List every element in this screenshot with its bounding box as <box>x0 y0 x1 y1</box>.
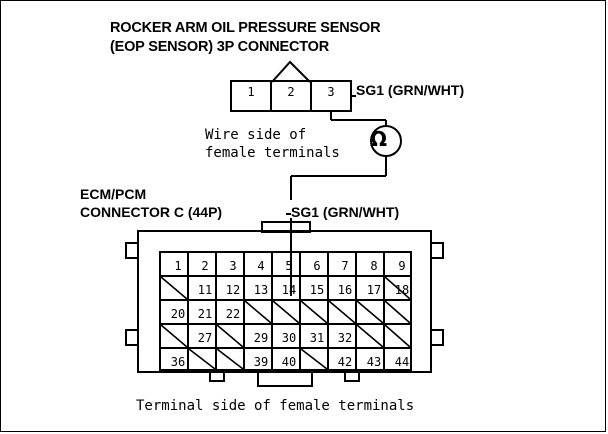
ecm-cell-r1c8: 8 <box>370 259 378 273</box>
ecm-cell-r5c9: 44 <box>394 355 410 369</box>
ecm-cell-r5c4: 39 <box>253 355 269 369</box>
ecm-cell-r1c5: 5 <box>285 259 293 273</box>
diagram-title-line-2: (EOP SENSOR) 3P CONNECTOR <box>110 39 329 55</box>
ecm-cell-r1c3: 3 <box>229 259 237 273</box>
ecm-cell-r1c7: 7 <box>341 259 349 273</box>
ecm-cell-r1c9: 9 <box>398 259 406 273</box>
ecm-cell-r1c4: 4 <box>257 259 265 273</box>
ecm-cell-r5c7: 42 <box>337 355 353 369</box>
ecm-cell-r1c2: 2 <box>201 259 209 273</box>
top-connector-terminal-1: 1 <box>247 85 255 99</box>
ecm-cell-r2c4: 13 <box>253 283 269 297</box>
ecm-signal-label: SG1 (GRN/WHT) <box>291 204 400 220</box>
top-connector-terminal-2: 2 <box>287 85 295 99</box>
ecm-cell-r2c2: 11 <box>197 283 213 297</box>
ecm-cell-r2c3: 12 <box>225 283 241 297</box>
ohmmeter-symbol: Ω <box>370 127 388 151</box>
ecm-cell-r2c7: 16 <box>337 283 353 297</box>
ecm-cell-r3c2: 21 <box>197 307 213 321</box>
diagram-title-line-1: ROCKER ARM OIL PRESSURE SENSOR <box>110 20 381 36</box>
ecm-label-line-1: ECM/PCM <box>80 186 147 202</box>
ecm-cell-r4c2: 27 <box>197 331 213 345</box>
ecm-label-line-2: CONNECTOR C (44P) <box>80 204 223 220</box>
ecm-cell-r4c6: 31 <box>309 331 325 345</box>
wire-side-note-line-1: Wire side of <box>205 127 307 143</box>
ecm-cell-r2c9: 18 <box>394 283 410 297</box>
ecm-cell-r5c5: 40 <box>281 355 297 369</box>
ecm-cell-r3c3: 22 <box>225 307 241 321</box>
ecm-cell-r2c6: 15 <box>309 283 325 297</box>
ecm-cell-r4c7: 32 <box>337 331 353 345</box>
ecm-cell-r5c8: 43 <box>366 355 382 369</box>
wire-side-note-line-2: female terminals <box>205 145 340 161</box>
top-connector-terminal-3: 3 <box>327 85 335 99</box>
ecm-cell-r5c1: 36 <box>170 355 186 369</box>
ecm-cell-r4c5: 30 <box>281 331 297 345</box>
ecm-cell-r2c8: 17 <box>366 283 382 297</box>
ecm-cell-r3c1: 20 <box>170 307 186 321</box>
ecm-cell-r4c4: 29 <box>253 331 269 345</box>
ecm-cell-r2c5: 14 <box>281 283 297 297</box>
ecm-cell-r1c1: 1 <box>174 259 182 273</box>
top-signal-label: SG1 (GRN/WHT) <box>356 82 465 98</box>
ecm-cell-r1c6: 6 <box>313 259 321 273</box>
terminal-side-caption: Terminal side of female terminals <box>136 398 415 414</box>
